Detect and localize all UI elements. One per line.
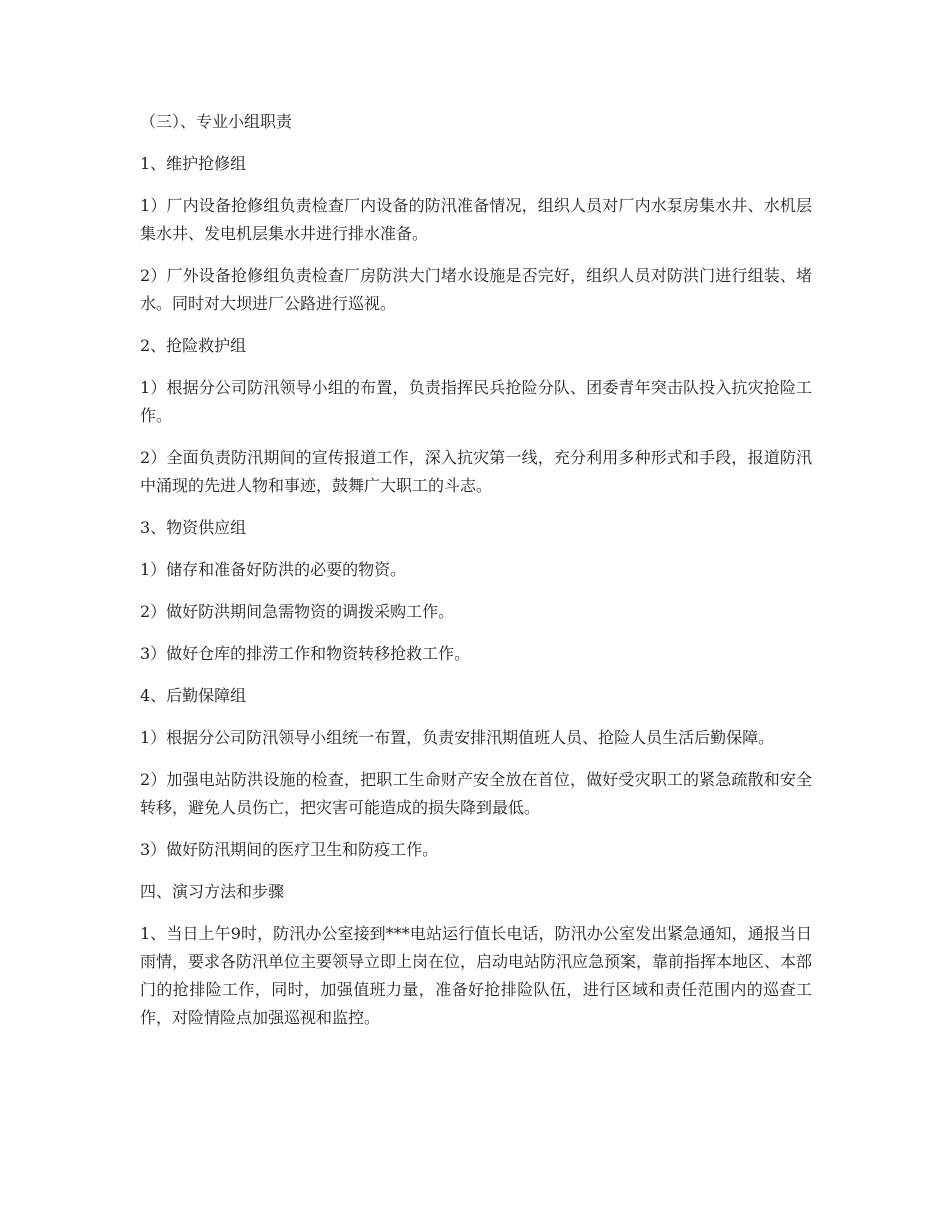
paragraph-publicity-reporting: 2）全面负责防汛期间的宣传报道工作，深入抗灾第一线，充分利用多种形式和手段，报道防汛中涌现的先进人物和事迹，鼓舞广大职工的斗志。 [140, 448, 812, 495]
paragraph-internal-equipment-repair: 1）厂内设备抢修组负责检查厂内设备的防汛准备情况，组织人员对厂内水泵房集水井、水机层集水井、发电机层集水井进行排水准备。 [140, 196, 812, 243]
paragraph-drill-step-1: 1、当日上午9时，防汛办公室接到***电站运行值长电话，防汛办公室发出紧急通知，通报当日雨情，要求各防汛单位主要领导立即上岗在位，启动电站防汛应急预案，靠前指挥本地区、本部门的抢排险工作，同时，加强值班力量，准备好抢排险队伍，进行区域和责任范围内的巡查工作，对险情险点加强巡视和监控。 [140, 924, 813, 1027]
paragraph-external-equipment-repair: 2）厂外设备抢修组负责检查厂房防洪大门堵水设施是否完好，组织人员对防洪门进行组装、堵水。同时对大坝进厂公路进行巡视。 [140, 266, 812, 313]
subheading-logistics-group: 4、后勤保障组 [140, 686, 247, 705]
paragraph-material-procurement: 2）做好防洪期间急需物资的调拨采购工作。 [140, 602, 455, 621]
paragraph-warehouse-drainage: 3）做好仓库的排涝工作和物资转移抢救工作。 [140, 644, 471, 663]
paragraph-material-storage: 1）储存和准备好防洪的必要的物资。 [140, 560, 407, 579]
subheading-rescue-group: 2、抢险救护组 [140, 336, 247, 355]
paragraph-safety-evacuation: 2）加强电站防洪设施的检查，把职工生命财产安全放在首位，做好受灾职工的紧急疏散和安全转移，避免人员伤亡，把灾害可能造成的损失降到最低。 [140, 770, 812, 817]
paragraph-duty-logistics: 1）根据分公司防汛领导小组统一布置，负责安排汛期值班人员、抢险人员生活后勤保障。 [140, 728, 775, 747]
section-heading-professional-groups: （三）、专业小组职责 [140, 112, 293, 131]
section-heading-drill-steps: 四、演习方法和步骤 [140, 882, 285, 901]
document-body [140, 108, 812, 1046]
subheading-maintenance-repair-group: 1、维护抢修组 [140, 154, 247, 173]
paragraph-rescue-deployment: 1）根据分公司防汛领导小组的布置，负责指挥民兵抢险分队、团委青年突击队投入抗灾抢险工作。 [140, 378, 812, 425]
subheading-material-supply-group: 3、物资供应组 [140, 518, 247, 537]
paragraph-medical-epidemic: 3）做好防汛期间的医疗卫生和防疫工作。 [140, 840, 439, 859]
